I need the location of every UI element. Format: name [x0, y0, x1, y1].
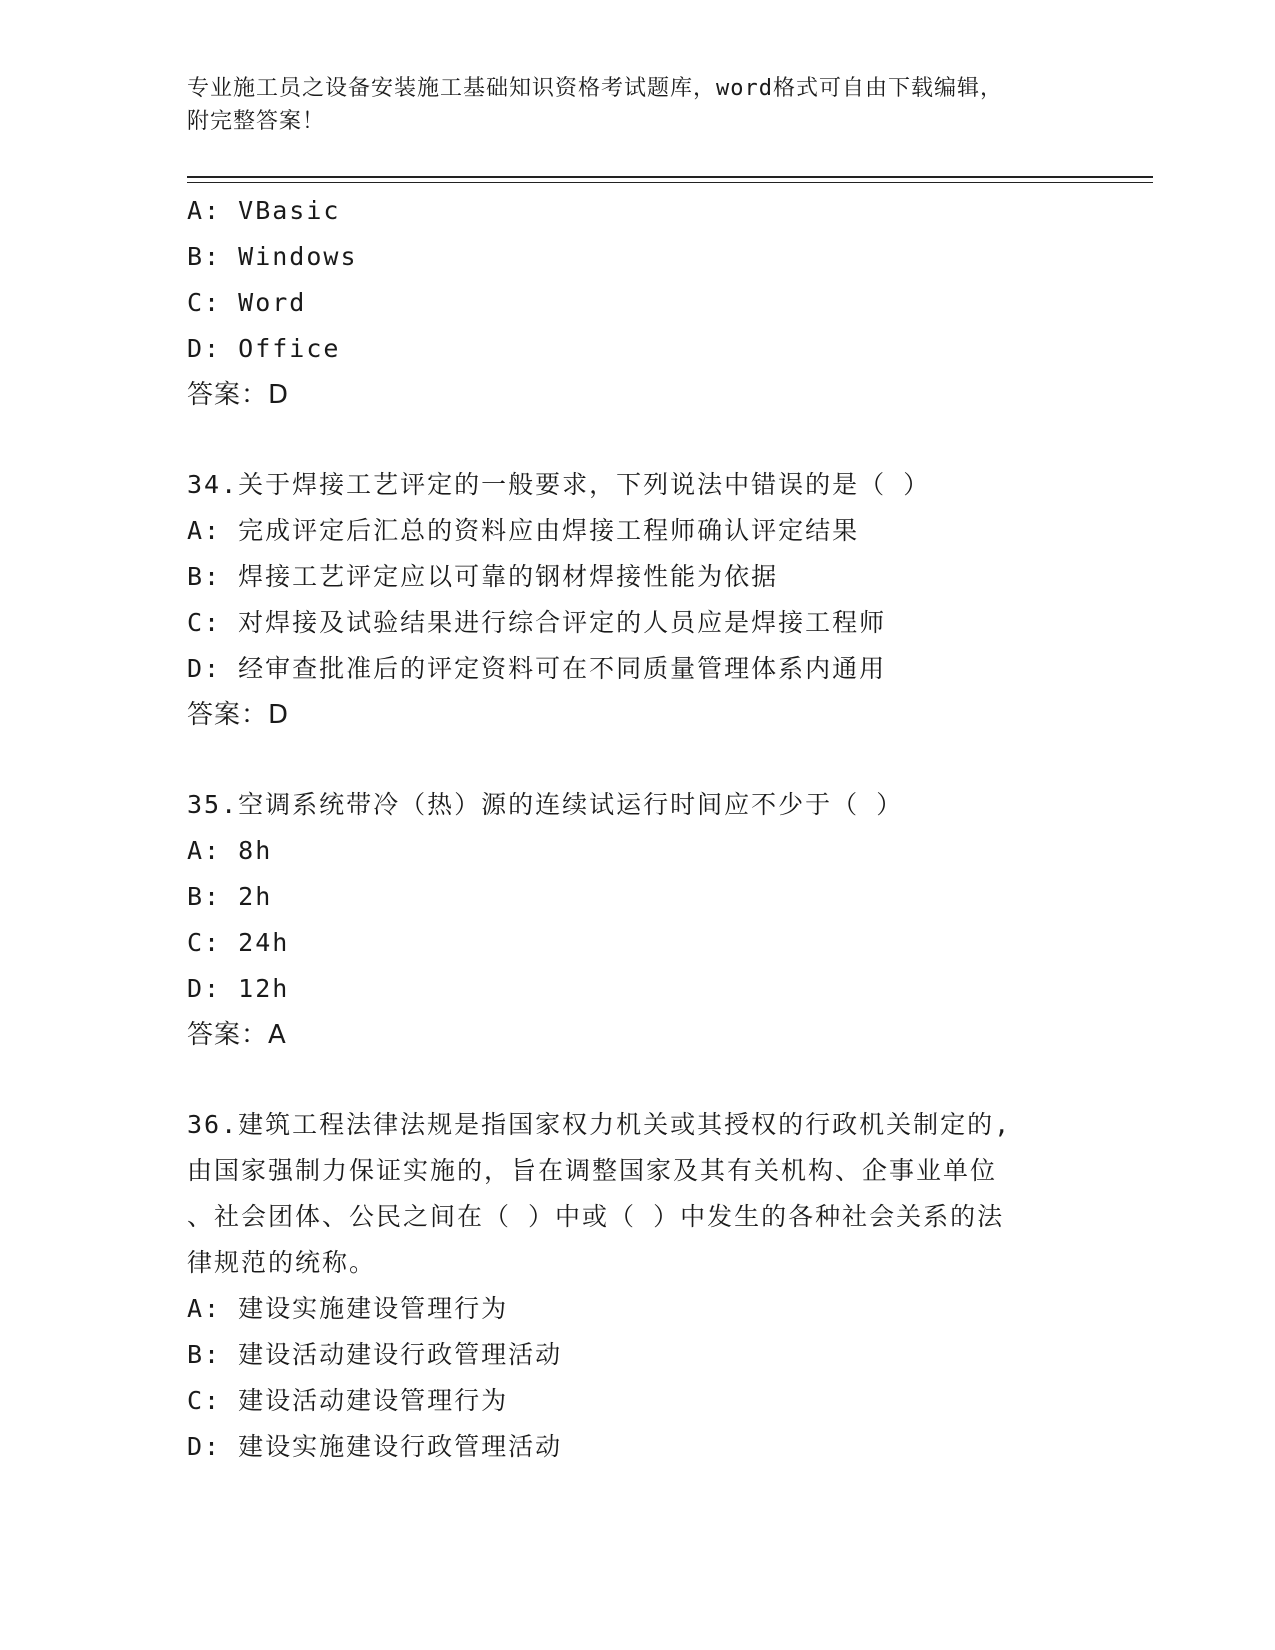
option-d: D: 经审查批准后的评定资料可在不同质量管理体系内通用 — [187, 654, 887, 683]
option-a: A: 完成评定后汇总的资料应由焊接工程师确认评定结果 — [187, 516, 860, 545]
option-a: A: 建设实施建设管理行为 — [187, 1294, 509, 1323]
option-b: B: 2h — [187, 882, 273, 911]
answer: 答案：D — [187, 380, 290, 410]
header-divider-thin — [187, 182, 1153, 183]
question-stem: 35.空调系统带冷（热）源的连续试运行时间应不少于（ ） — [187, 790, 904, 819]
answer: 答案：D — [187, 700, 290, 730]
question-stem-line-4: 律规范的统称。 — [187, 1248, 377, 1277]
question-35 — [187, 782, 1087, 1058]
option-c: C: 建设活动建设管理行为 — [187, 1386, 509, 1415]
question-list — [187, 188, 1087, 1470]
option-a: A: VBasic — [187, 196, 341, 225]
option-a: A: 8h — [187, 836, 273, 865]
question-stem: 34.关于焊接工艺评定的一般要求，下列说法中错误的是（ ） — [187, 470, 931, 499]
option-b: B: 建设活动建设行政管理活动 — [187, 1340, 563, 1369]
option-d: D: 建设实施建设行政管理活动 — [187, 1432, 563, 1461]
question-34 — [187, 462, 1087, 738]
question-stem-line-2: 由国家强制力保证实施的，旨在调整国家及其有关机构、企事业单位 — [187, 1156, 998, 1185]
question-stem-line-3: 、社会团体、公民之间在（ ）中或（ ）中发生的各种社会关系的法 — [187, 1202, 1005, 1231]
answer: 答案：A — [187, 1020, 287, 1050]
option-c: C: 24h — [187, 928, 290, 957]
document-header: 专业施工员之设备安装施工基础知识资格考试题库，word格式可自由下载编辑， 附完整答案！ — [187, 76, 1003, 134]
option-c: C: Word — [187, 288, 307, 317]
question-33 — [187, 188, 1087, 418]
header-divider-thick — [187, 176, 1153, 178]
option-c: C: 对焊接及试验结果进行综合评定的人员应是焊接工程师 — [187, 608, 887, 637]
option-b: B: 焊接工艺评定应以可靠的钢材焊接性能为依据 — [187, 562, 779, 591]
question-36 — [187, 1102, 1087, 1470]
option-d: D: 12h — [187, 974, 290, 1003]
option-d: D: Office — [187, 334, 341, 363]
question-stem-line-1: 36.建筑工程法律法规是指国家权力机关或其授权的行政机关制定的, — [187, 1110, 1012, 1139]
option-b: B: Windows — [187, 242, 358, 271]
